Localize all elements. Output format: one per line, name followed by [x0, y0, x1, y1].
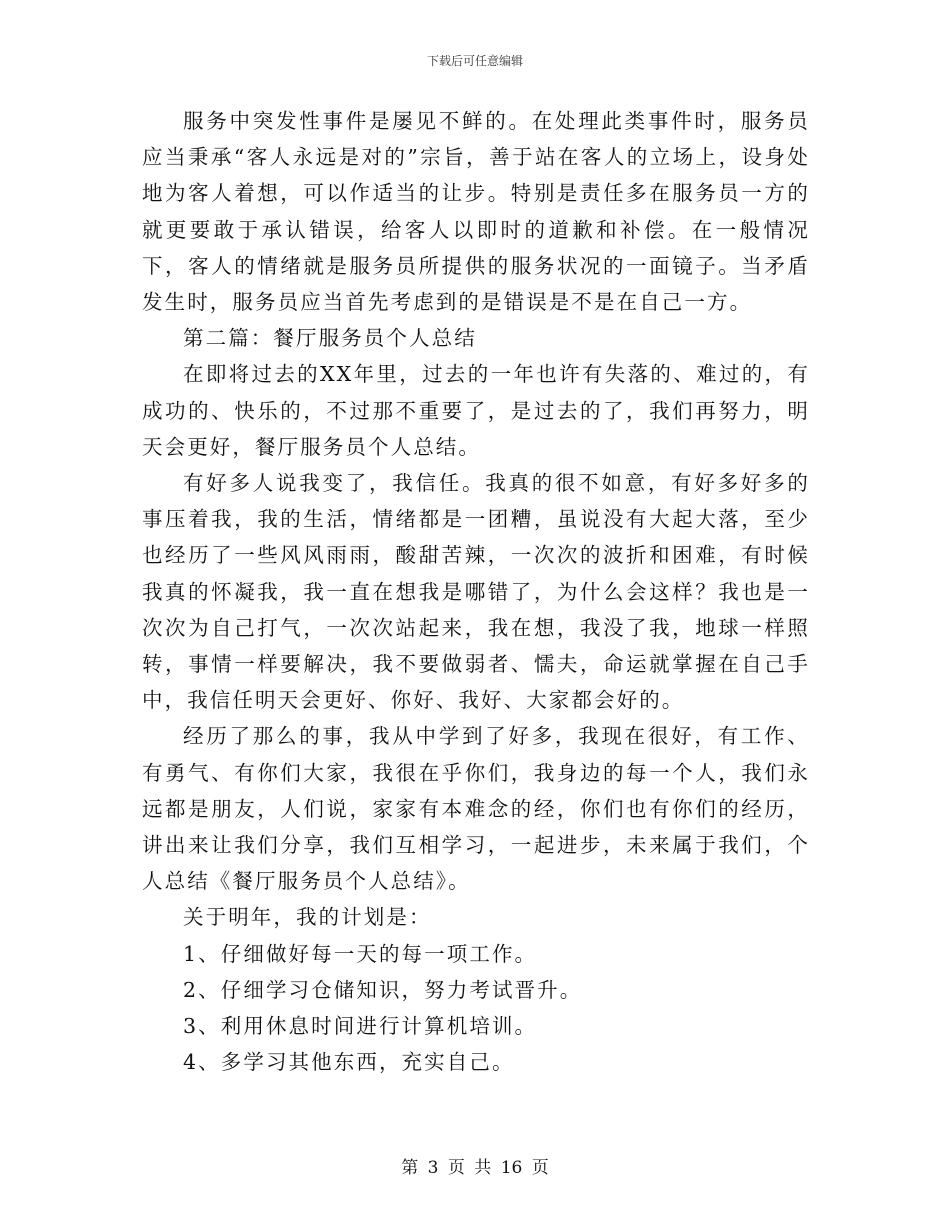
paragraph-year-review: 在即将过去的XX年里，过去的一年也许有失落的、难过的，有成功的、快乐的，不过那不重要了，是过去的了，我们再努力，明天会更好，餐厅服务员个人总结。	[142, 362, 810, 459]
plan-intro: 关于明年，我的计划是：	[183, 905, 432, 930]
page-header: 下载后可任意编辑	[426, 54, 523, 68]
plan-item-1: 1、仔细做好每一天的每一项工作。	[183, 941, 538, 966]
plan-item-4: 4、多学习其他东西，充实自己。	[183, 1050, 515, 1075]
document-body	[142, 103, 810, 1080]
section-heading: 第二篇：餐厅服务员个人总结	[183, 326, 477, 351]
paragraph-personal-struggles: 有好多人说我变了，我信任。我真的很不如意，有好多好多的事压着我，我的生活，情绪都是一团糟，虽说没有大起大落，至少也经历了一些风风雨雨，酸甜苦辣，一次次的波折和困难，有时候我真的怀凝我，我一直在想我是哪错了，为什么会这样？我也是一次次为自己打气，一次次站起来，我在想，我没了我，地球一样照转，事情一样要解决，我不要做弱者、懦夫，命运就掌握在自己手中，我信任明天会更好、你好、我好、大家都会好的。	[142, 471, 810, 713]
plan-item-3: 3、利用休息时间进行计算机培训。	[183, 1014, 538, 1039]
paragraph-service-incidents: 服务中突发性事件是屡见不鲜的。在处理此类事件时，服务员应当秉承“客人永远是对的”宗旨，善于站在客人的立场上，设身处地为客人着想，可以作适当的让步。特别是责任多在服务员一方的就更要敢于承认错误，给客人以即时的道歉和补偿。在一般情况下，客人的情绪就是服务员所提供的服务状况的一面镜子。当矛盾发生时，服务员应当首先考虑到的是错误是不是在自己一方。	[142, 109, 810, 315]
paragraph-lessons-learned: 经历了那么的事，我从中学到了好多，我现在很好，有工作、有勇气、有你们大家，我很在乎你们，我身边的每一个人，我们永远都是朋友，人们说，家家有本难念的经，你们也有你们的经历，讲出来让我们分享，我们互相学习，一起进步，未来属于我们，个人总结《餐厅服务员个人总结》。	[142, 724, 810, 894]
plan-item-2: 2、仔细学习仓储知识，努力考试晋升。	[183, 977, 583, 1002]
page-number-footer: 第 3 页 共 16 页	[401, 1158, 549, 1178]
